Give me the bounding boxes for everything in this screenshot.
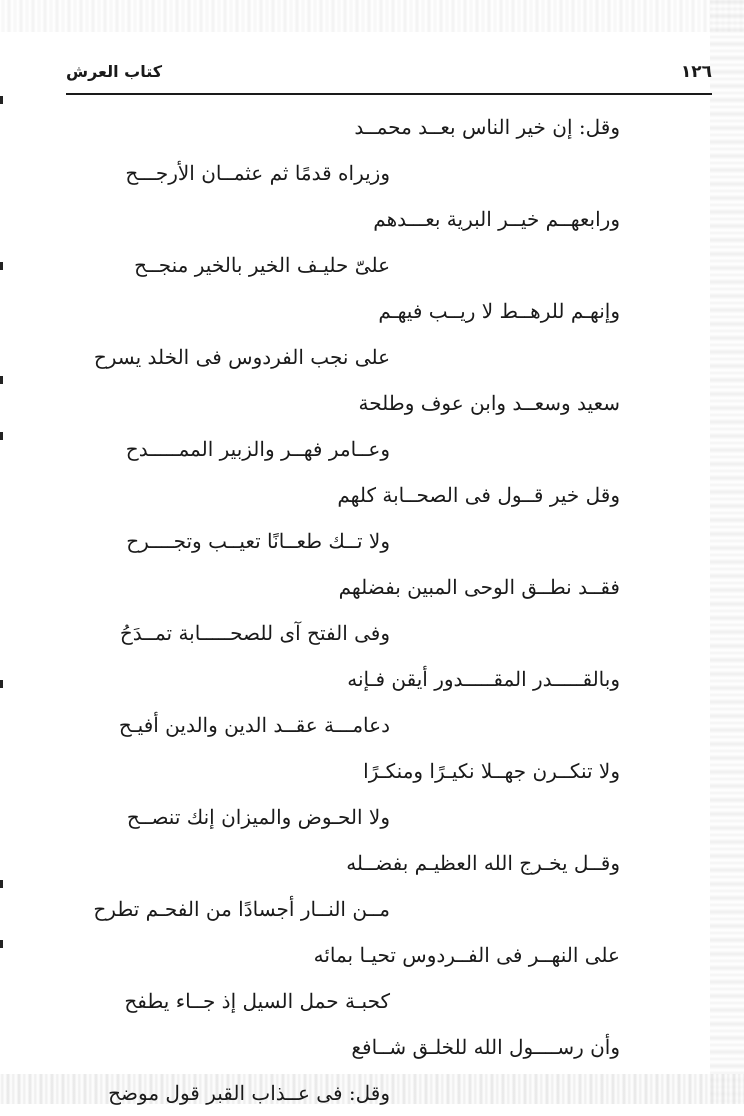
edge-mark [0,262,3,270]
verse-line: وقل: فى عــذاب القبر قول موضح [108,1081,390,1105]
verse-line: وبالقـــــدر المقـــــدور أيقن فـإنه [347,667,620,691]
verse-line: وزيراه قدمًا ثم عثمــان الأرجـــح [125,161,390,185]
edge-mark [0,376,3,384]
scan-noise-right [710,0,744,1104]
verse-line: وقل: إن خير الناس بعــد محمــد [354,115,620,139]
verse-line: على نجب الفردوس فى الخلد يسرح [93,345,390,369]
verse-line: ولا تــك طعــانًا تعيــب وتجــــرح [126,529,390,553]
verse-line: وإنهـم للرهــط لا ريــب فيهـم [378,299,620,323]
edge-mark [0,680,3,688]
verse-line: علىّ حليـف الخير بالخير منجــح [134,253,390,277]
verse-line: مــن النــار أجسادًا من الفحـم تطرح [93,897,390,921]
verse-line: وقــل يخـرج الله العظيـم بفضــله [346,851,620,875]
edge-mark [0,432,3,440]
book-title: كتاب العرش [66,62,163,81]
verse-line: فقــد نطــق الوحى المبين بفضلهم [338,575,620,599]
page-number: ١٢٦ [680,62,712,82]
verse-line: ورابعهــم خيــر البرية بعـــدهم [373,207,620,231]
edge-mark [0,940,3,948]
verse-line: على النهــر فى الفــردوس تحيـا بمائه [313,943,620,967]
verse-line: سعيد وسعــد وابن عوف وطلحة [358,391,620,415]
verse-line: وفى الفتح آى للصحـــــابة تمــدَحُ [119,621,390,645]
page-header [66,62,712,92]
verse-line: دعامـــة عقــد الدين والدين أفيـح [118,713,390,737]
verse-line: وأن رســــول الله للخلـق شــافع [351,1035,620,1059]
header-rule [66,93,712,95]
edge-mark [0,880,3,888]
verse-line: ولا تنكــرن جهــلا نكيـرًا ومنكـرًا [363,759,620,783]
poem-body [93,104,620,1116]
verse-line: وقل خير قــول فى الصحــابة كلهم [337,483,620,507]
verse-line: ولا الحـوض والميزان إنك تنصــح [126,805,390,829]
verse-line: وعــامر فهــر والزبير الممـــــدح [125,437,390,461]
edge-mark [0,96,3,104]
verse-line: كحبـة حمل السيل إذ جــاء يطفح [124,989,390,1013]
scan-noise-top [0,0,744,32]
